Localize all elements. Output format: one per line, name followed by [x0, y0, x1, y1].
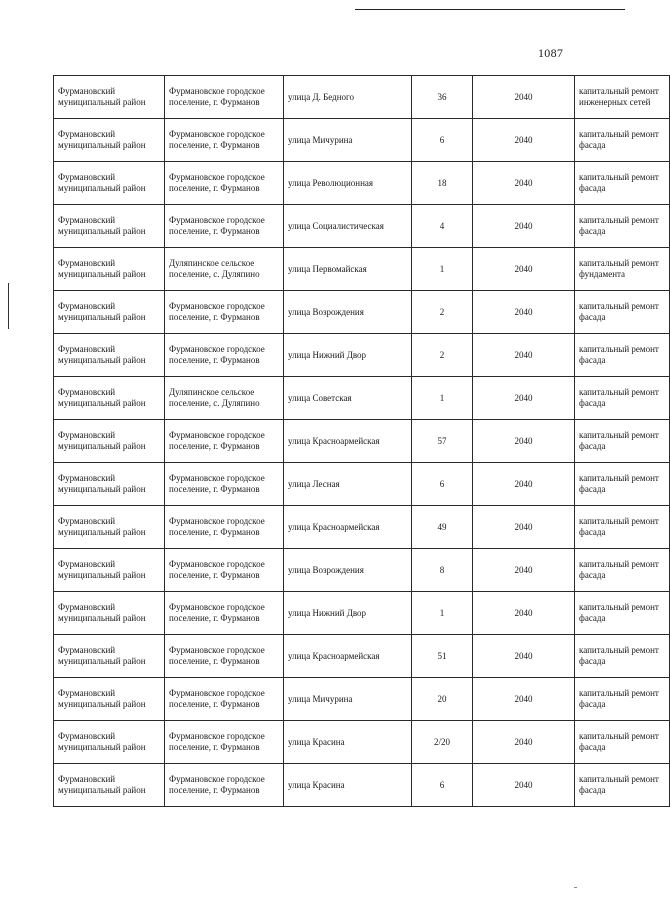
repair-year-cell: 2040	[473, 635, 575, 678]
settlement-cell: Фурмановское городское поселение, г. Фурманов	[165, 420, 284, 463]
work-type-cell: капитальный ремонт фасада	[575, 463, 670, 506]
district-cell: Фурмановский муниципальный район	[54, 463, 165, 506]
district-cell: Фурмановский муниципальный район	[54, 678, 165, 721]
repair-year-cell: 2040	[473, 463, 575, 506]
table-row	[54, 420, 670, 463]
table-row	[54, 463, 670, 506]
work-type-cell: капитальный ремонт фасада	[575, 162, 670, 205]
house-number-cell: 1	[412, 592, 473, 635]
street-cell: улица Д. Бедного	[284, 76, 412, 119]
table-row	[54, 248, 670, 291]
repair-year-cell: 2040	[473, 506, 575, 549]
house-number-cell: 20	[412, 678, 473, 721]
house-number-cell: 6	[412, 119, 473, 162]
repair-year-cell: 2040	[473, 334, 575, 377]
table-row	[54, 592, 670, 635]
work-type-cell: капитальный ремонт фасада	[575, 764, 670, 807]
street-cell: улица Мичурина	[284, 678, 412, 721]
header-rule	[355, 9, 625, 10]
table-row	[54, 635, 670, 678]
work-type-cell: капитальный ремонт фасада	[575, 721, 670, 764]
repair-year-cell: 2040	[473, 291, 575, 334]
house-number-cell: 1	[412, 248, 473, 291]
settlement-cell: Фурмановское городское поселение, г. Фурманов	[165, 205, 284, 248]
work-type-cell: капитальный ремонт фасада	[575, 291, 670, 334]
settlement-cell: Фурмановское городское поселение, г. Фурманов	[165, 549, 284, 592]
settlement-cell: Дуляпинское сельское поселение, с. Дуляпино	[165, 248, 284, 291]
table-row	[54, 76, 670, 119]
district-cell: Фурмановский муниципальный район	[54, 721, 165, 764]
street-cell: улица Красноармейская	[284, 420, 412, 463]
house-number-cell: 36	[412, 76, 473, 119]
settlement-cell: Фурмановское городское поселение, г. Фурманов	[165, 291, 284, 334]
table-row	[54, 205, 670, 248]
settlement-cell: Фурмановское городское поселение, г. Фурманов	[165, 635, 284, 678]
repair-year-cell: 2040	[473, 764, 575, 807]
table-row	[54, 119, 670, 162]
street-cell: улица Нижний Двор	[284, 592, 412, 635]
repair-year-cell: 2040	[473, 377, 575, 420]
street-cell: улица Красина	[284, 721, 412, 764]
repair-year-cell: 2040	[473, 76, 575, 119]
house-number-cell: 2	[412, 334, 473, 377]
house-number-cell: 18	[412, 162, 473, 205]
settlement-cell: Фурмановское городское поселение, г. Фурманов	[165, 721, 284, 764]
work-type-cell: капитальный ремонт фасада	[575, 678, 670, 721]
street-cell: улица Советская	[284, 377, 412, 420]
settlement-cell: Фурмановское городское поселение, г. Фурманов	[165, 678, 284, 721]
work-type-cell: капитальный ремонт фасада	[575, 549, 670, 592]
settlement-cell: Фурмановское городское поселение, г. Фурманов	[165, 76, 284, 119]
table-row	[54, 377, 670, 420]
settlement-cell: Фурмановское городское поселение, г. Фурманов	[165, 463, 284, 506]
street-cell: улица Первомайская	[284, 248, 412, 291]
district-cell: Фурмановский муниципальный район	[54, 119, 165, 162]
district-cell: Фурмановский муниципальный район	[54, 377, 165, 420]
street-cell: улица Нижний Двор	[284, 334, 412, 377]
housing-repair-table	[53, 75, 670, 807]
street-cell: улица Красина	[284, 764, 412, 807]
settlement-cell: Фурмановское городское поселение, г. Фурманов	[165, 119, 284, 162]
repair-year-cell: 2040	[473, 119, 575, 162]
settlement-cell: Фурмановское городское поселение, г. Фурманов	[165, 764, 284, 807]
settlement-cell: Фурмановское городское поселение, г. Фурманов	[165, 506, 284, 549]
work-type-cell: капитальный ремонт инженерных сетей	[575, 76, 670, 119]
repair-year-cell: 2040	[473, 678, 575, 721]
work-type-cell: капитальный ремонт фасада	[575, 205, 670, 248]
district-cell: Фурмановский муниципальный район	[54, 420, 165, 463]
table-row	[54, 291, 670, 334]
work-type-cell: капитальный ремонт фасада	[575, 592, 670, 635]
house-number-cell: 6	[412, 764, 473, 807]
district-cell: Фурмановский муниципальный район	[54, 162, 165, 205]
house-number-cell: 51	[412, 635, 473, 678]
district-cell: Фурмановский муниципальный район	[54, 592, 165, 635]
street-cell: улица Лесная	[284, 463, 412, 506]
house-number-cell: 57	[412, 420, 473, 463]
repair-year-cell: 2040	[473, 162, 575, 205]
house-number-cell: 2/20	[412, 721, 473, 764]
house-number-cell: 1	[412, 377, 473, 420]
table-row	[54, 162, 670, 205]
work-type-cell: капитальный ремонт фасада	[575, 420, 670, 463]
district-cell: Фурмановский муниципальный район	[54, 764, 165, 807]
table-row	[54, 334, 670, 377]
work-type-cell: капитальный ремонт фундамента	[575, 248, 670, 291]
house-number-cell: 6	[412, 463, 473, 506]
street-cell: улица Красноармейская	[284, 506, 412, 549]
margin-mark	[8, 283, 9, 329]
street-cell: улица Возрождения	[284, 291, 412, 334]
district-cell: Фурмановский муниципальный район	[54, 248, 165, 291]
district-cell: Фурмановский муниципальный район	[54, 291, 165, 334]
district-cell: Фурмановский муниципальный район	[54, 205, 165, 248]
house-number-cell: 4	[412, 205, 473, 248]
street-cell: улица Мичурина	[284, 119, 412, 162]
repair-year-cell: 2040	[473, 549, 575, 592]
work-type-cell: капитальный ремонт фасада	[575, 119, 670, 162]
repair-year-cell: 2040	[473, 205, 575, 248]
scan-speck	[574, 887, 577, 888]
street-cell: улица Социалистическая	[284, 205, 412, 248]
repair-year-cell: 2040	[473, 248, 575, 291]
district-cell: Фурмановский муниципальный район	[54, 334, 165, 377]
table-body	[54, 76, 670, 807]
house-number-cell: 49	[412, 506, 473, 549]
table-row	[54, 506, 670, 549]
table-row	[54, 549, 670, 592]
work-type-cell: капитальный ремонт фасада	[575, 506, 670, 549]
page-number: 1087	[538, 46, 564, 60]
table-row	[54, 764, 670, 807]
street-cell: улица Красноармейская	[284, 635, 412, 678]
repair-year-cell: 2040	[473, 721, 575, 764]
table-row	[54, 678, 670, 721]
district-cell: Фурмановский муниципальный район	[54, 549, 165, 592]
district-cell: Фурмановский муниципальный район	[54, 76, 165, 119]
settlement-cell: Фурмановское городское поселение, г. Фурманов	[165, 162, 284, 205]
repair-year-cell: 2040	[473, 592, 575, 635]
work-type-cell: капитальный ремонт фасада	[575, 377, 670, 420]
settlement-cell: Фурмановское городское поселение, г. Фурманов	[165, 592, 284, 635]
district-cell: Фурмановский муниципальный район	[54, 506, 165, 549]
house-number-cell: 2	[412, 291, 473, 334]
house-number-cell: 8	[412, 549, 473, 592]
street-cell: улица Революционная	[284, 162, 412, 205]
settlement-cell: Дуляпинское сельское поселение, с. Дуляпино	[165, 377, 284, 420]
repair-year-cell: 2040	[473, 420, 575, 463]
table-row	[54, 721, 670, 764]
work-type-cell: капитальный ремонт фасада	[575, 334, 670, 377]
street-cell: улица Возрождения	[284, 549, 412, 592]
district-cell: Фурмановский муниципальный район	[54, 635, 165, 678]
work-type-cell: капитальный ремонт фасада	[575, 635, 670, 678]
settlement-cell: Фурмановское городское поселение, г. Фурманов	[165, 334, 284, 377]
